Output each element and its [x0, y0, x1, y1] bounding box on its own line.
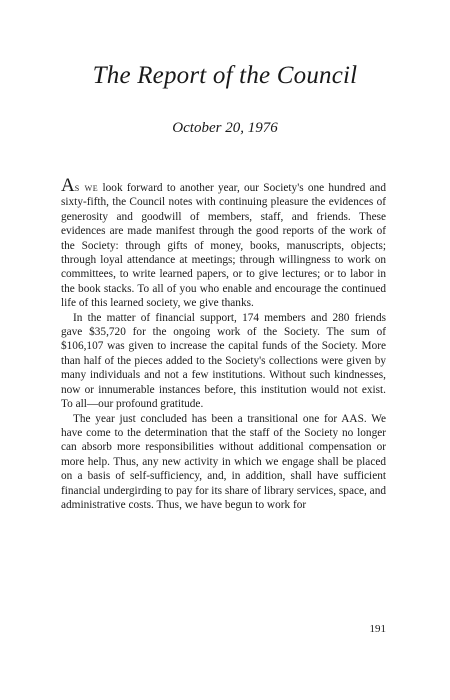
- body-text: [61, 175, 386, 512]
- page-number: 191: [369, 623, 386, 635]
- paragraph-1: [61, 175, 386, 311]
- drop-cap: A: [61, 175, 75, 196]
- page-title: The Report of the Council: [92, 62, 358, 89]
- small-caps-lead: s we: [74, 182, 99, 194]
- report-date: October 20, 1976: [172, 120, 278, 136]
- paragraph-2: In the matter of financial support, 174 members and 280 friends gave $35,720 for the ongoing work of the Society. The sum of $106,107 was given to increase the capital funds of the Society. More than half of the pieces added to the Society's collections were given by many individuals and not a few institutions. Without such kindnesses, now or innumerable instances before, this institution would not exist. To all—our profound gratitude.: [61, 311, 386, 411]
- paragraph-1-text: look forward to another year, our Society's one hundred and sixty-fifth, the Council notes with continuing pleasure the evidences of generosity and goodwill of members, staff, and friends. These evidences are made manifest through the good reports of the work of the Society: through gifts of money, books, manuscripts, objects; through loyal attendance at meetings; through willingness to work on committees, to write learned papers, or to give lectures; or to labor in the book stacks. To all of you who enable and encourage the continued life of this learned society, we give thanks.: [61, 182, 386, 310]
- paragraph-3: The year just concluded has been a transitional one for AAS. We have come to the determination that the staff of the Society no longer can absorb more responsibilities without additional compensation or more help. Thus, any new activity in which we engage shall be placed on a basis of self-sufficiency, and, in addition, shall have sufficient financial undergirding to pay for its share of library services, space, and administrative costs. Thus, we have begun to work for: [61, 412, 386, 511]
